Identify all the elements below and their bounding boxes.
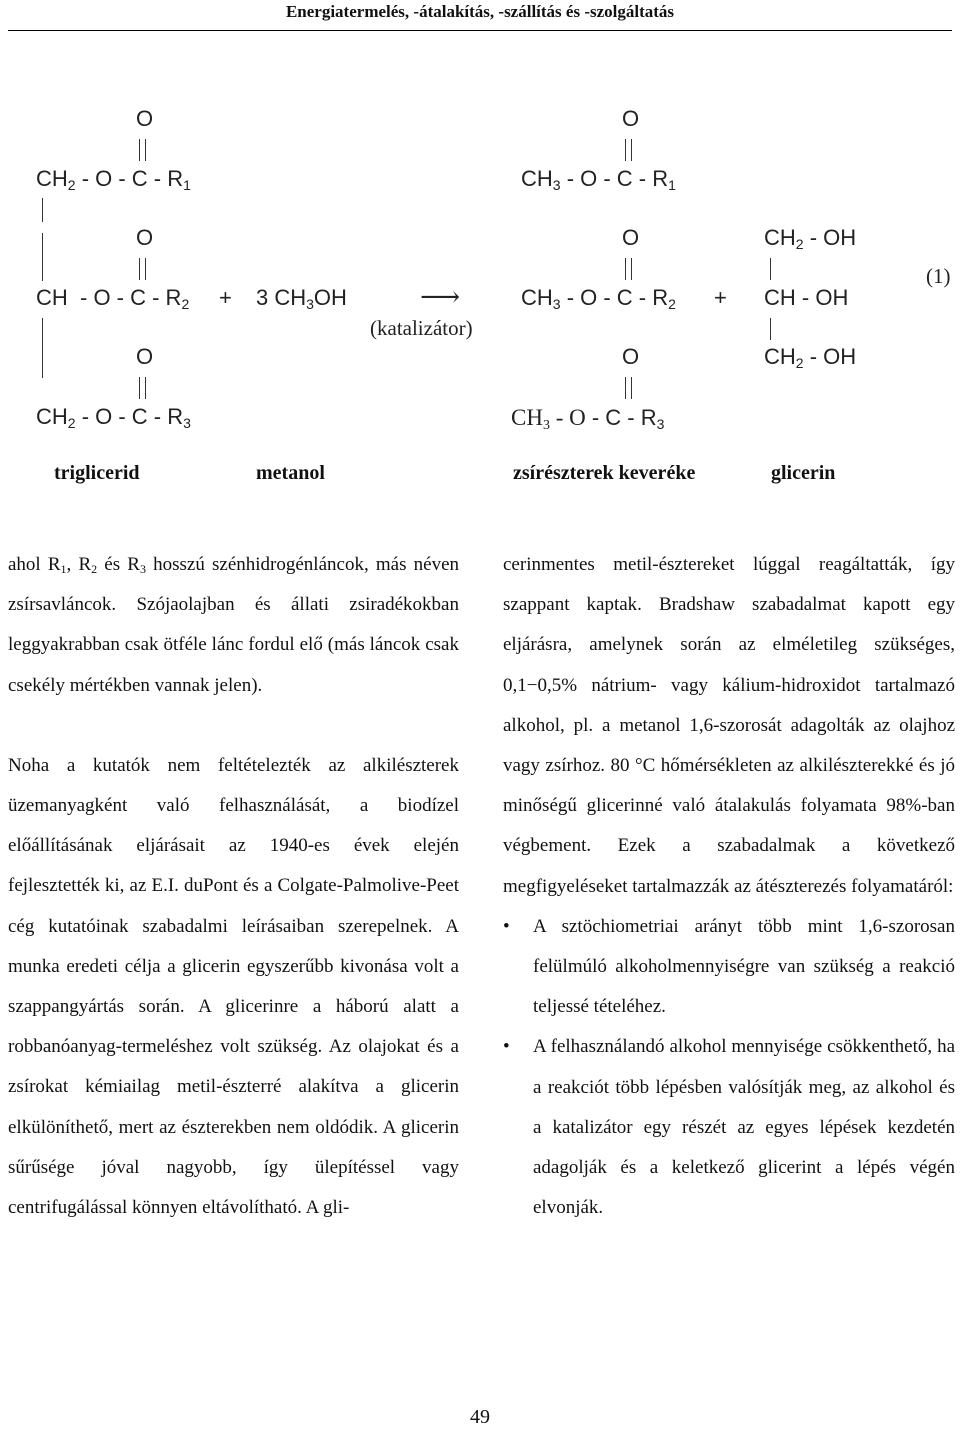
bullet-icon: •	[503, 915, 510, 937]
glycerol-row-2: CH - OH	[764, 285, 849, 310]
triglyceride-row-1: $CH_2$ - O - C - $R_1$	[36, 166, 191, 193]
plus-sign-1: +	[219, 285, 232, 310]
methanol-formula: 3 $CH_3OH$	[256, 285, 347, 312]
list-item: • A sztöchiometriai arányt több mint 1,6-szorosan felülmúló alkoholmennyiségre van szükség a reakció teljessé tételéhez.	[503, 907, 955, 1028]
double-bond	[625, 258, 632, 280]
paragraph: ahol $R_1$, $R_2$ és $R_3$ hosszú szénhidrogénláncok, más néven zsírsavláncok. Szójaolajban és állati zsiradékokban leggyakrabban csak ötféle lánc fordul elő (más láncok csak csekély mértékben vannak jelen).	[8, 554, 459, 696]
double-bond	[139, 258, 146, 280]
left-column	[8, 545, 459, 1228]
label-triglyceride: triglicerid	[54, 462, 140, 484]
double-bond	[139, 377, 146, 399]
reaction-arrow: ⟶	[420, 282, 461, 313]
label-methanol: metanol	[256, 462, 325, 484]
page-number: 49	[470, 1406, 490, 1428]
glycerol-row-1: $CH_2$ - OH	[764, 225, 857, 252]
single-bond	[42, 233, 43, 281]
list-item: • A felhasználandó alkohol mennyisége csökkenthető, ha a reakciót több lépésben valósítják meg, az alkohol és a katalizátor egy részét az egyes lépések kezdetén adagolják és a keletkező glicerint a lépés végén elvonják.	[503, 1027, 955, 1228]
triglyceride-o1: O	[136, 106, 154, 131]
label-esters: zsírészterek keveréke	[513, 462, 696, 484]
plus-sign-2: +	[714, 285, 727, 310]
equation-number: (1)	[926, 264, 951, 288]
running-header: Energiatermelés, -átalakítás, -szállítás és -szolgáltatás	[285, 2, 675, 21]
triglyceride-row-2: CH - O - C - $R_2$	[36, 285, 190, 312]
double-bond	[625, 377, 632, 399]
ester-row-1: $CH_3$ - O - C - $R_1$	[521, 166, 676, 193]
right-column	[503, 545, 955, 1228]
single-bond	[42, 318, 43, 378]
single-bond	[42, 198, 43, 222]
ester-o1: O	[622, 106, 640, 131]
ester-row-3: $CH_3$ - O - C - $R_3$	[511, 405, 665, 433]
paragraph: cerinmentes metil-észtereket lúggal reagáltatták, így szappant kaptak. Bradshaw szabadalmat kapott egy eljárásra, amelynek során az elméletileg szükséges, 0,1−0,5% nátrium- vagy kálium-hidroxidot tartalmazó alkohol, pl. a metanol 1,6-szorosát adagolták az olajhoz vagy zsírhoz. 80 °C hőmérsékleten az alkilészterekké és jó minőségű glicerinné való átalakulás folyamata 98%-ban végbement. Ezek a szabadalmak a következő megfigyeléseket tartalmazzák az átészterezés folyamatáról:	[503, 554, 955, 897]
single-bond	[770, 258, 771, 280]
ester-o2: O	[622, 225, 640, 250]
glycerol-row-3: $CH_2$ - OH	[764, 344, 857, 371]
catalyst-label: (katalizátor)	[370, 316, 473, 340]
paragraph: Noha a kutatók nem feltételezték az alkilészterek üzemanyagként való felhasználását, a biodízel előállításának eljárásait az 1940-es évek elején fejlesztették ki, az E.I. duPont és a Colgate-Palmolive-Peet cég kutatóinak szabadalmi leírásaiban szerepelnek. A munka eredeti célja a glicerin egyszerűbb kivonása volt a szappangyártás során. A glicerinre a háború alatt a robbanóanyag-termeléshez volt szükség. Az olajokat és a zsírokat kémiailag metil-észterré alakítva a glicerin elkülöníthető, mert az észterekben nem oldódik. A glicerin sűrűsége jóval nagyobb, így ülepítéssel vagy centrifugálással könnyen eltávolítható. A gli-	[8, 754, 459, 1219]
header-rule	[8, 30, 952, 31]
bullet-icon: •	[503, 1036, 510, 1058]
bullet-list	[503, 907, 955, 1229]
double-bond	[625, 139, 632, 161]
double-bond	[139, 139, 146, 161]
ester-row-2: $CH_3$ - O - C - $R_2$	[521, 285, 676, 312]
single-bond	[770, 318, 771, 340]
triglyceride-row-3: $CH_2$ - O - C - $R_3$	[36, 404, 191, 431]
label-glycerol: glicerin	[771, 462, 836, 484]
triglyceride-o2: O	[136, 225, 154, 250]
ester-o3: O	[622, 344, 640, 369]
triglyceride-o3: O	[136, 344, 154, 369]
